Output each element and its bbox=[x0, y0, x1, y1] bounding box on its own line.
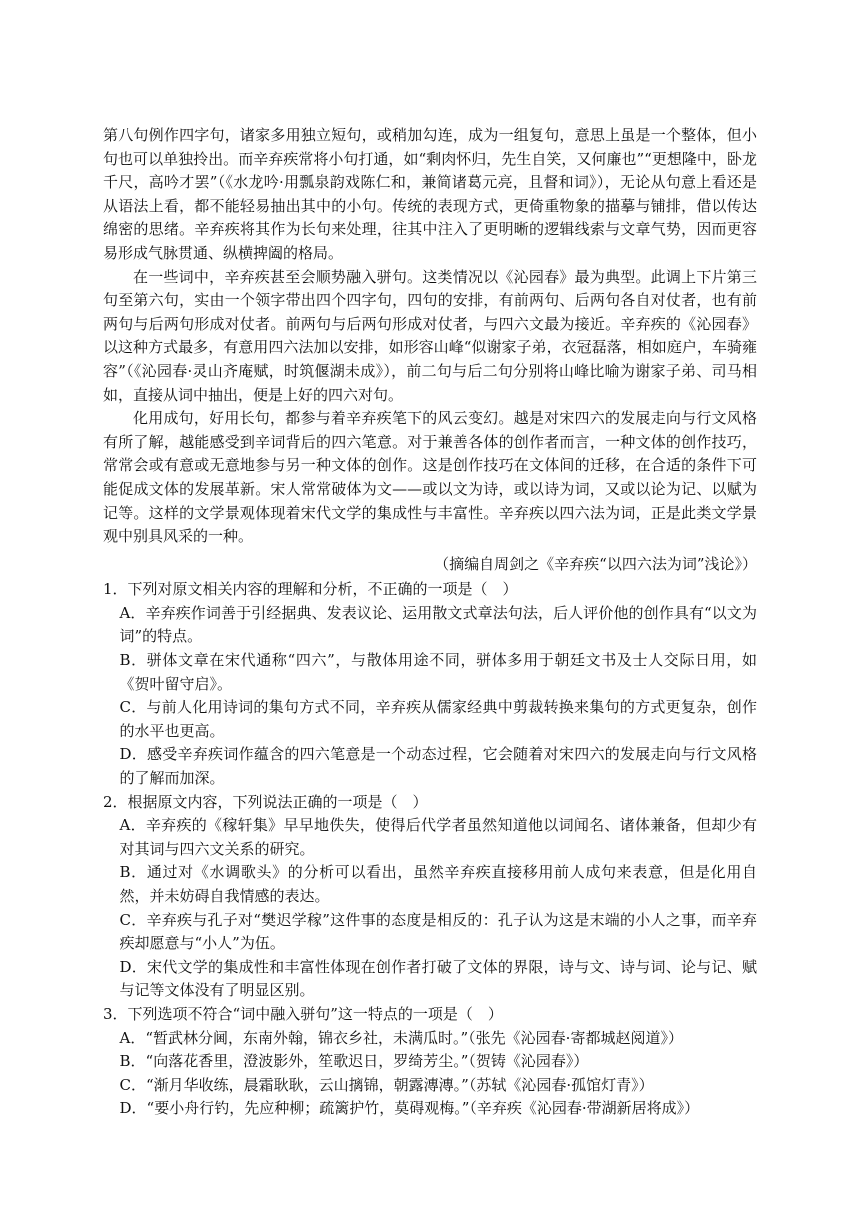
passage-source: （摘编自周剑之《辛弃疾“以四六法为词”浅论》） bbox=[434, 554, 757, 573]
question-stem: 1．下列对原文相关内容的理解和分析，不正确的一项是（ ） bbox=[103, 580, 518, 599]
option-d: D．宋代文学的集成性和丰富性体现在创作者打破了文体的界限，诗与文、诗与词、论与记、赋与记等文体没有了明显区别。 bbox=[119, 957, 757, 1000]
option-c: C．辛弃疾与孔子对“樊迟学稼”这件事的态度是相反的：孔子认为这是末端的小人之事，而辛弃疾却愿意与“小人”为伍。 bbox=[119, 910, 757, 953]
passage-paragraph: 第八句例作四字句，诸家多用独立短句，或稍加勾连，成为一组复句，意思上虽是一个整体，但小句也可以单独拎出。而辛弃疾常将小句打通，如“剩肉怀归，先生自笑，又何廉也”“更想隆中，卧龙千尺，高吟才罢”（《水龙吟·用瓢泉韵戏陈仁和，兼简诸葛元亮，且督和词》），无论从句意上看还是从语法上看，都不能轻易抽出其中的小句。传统的表现方式，更倚重物象的描摹与铺排，借以传达绵密的思绪。辛弃疾将其作为长句来处理，往其中注入了更明晰的逻辑线索与文章气势，因而更容易形成气脉贯通、纵横捭阖的格局。 bbox=[103, 126, 757, 262]
question-3 bbox=[103, 1003, 757, 1121]
question-stem: 3．下列选项不符合“词中融入骈句”这一特点的一项是（ ） bbox=[103, 1004, 503, 1023]
option-d: D．感受辛弃疾词作蕴含的四六笔意是一个动态过程，它会随着对宋四六的发展走向与行文风格的了解而加深。 bbox=[119, 745, 757, 788]
question-2 bbox=[103, 791, 757, 1003]
option-a: A．辛弃疾作词善于引经据典、发表议论、运用散文式章法句法，后人评价他的创作具有“以文为词”的特点。 bbox=[119, 603, 757, 646]
option-a: A．“暂武林分阃，东南外翰，锦衣乡社，未满瓜时。”（张先《沁园春·寄都城赵阅道》） bbox=[119, 1028, 683, 1047]
question-1 bbox=[103, 578, 757, 790]
option-b: B．“向落花香里，澄波影外，笙歌迟日，罗绮芳尘。”（贺铸《沁园春》） bbox=[119, 1052, 589, 1071]
option-a: A．辛弃疾的《稼轩集》早早地佚失，使得后代学者虽然知道他以词闻名、诸体兼备，但却少有对其词与四六文关系的研究。 bbox=[119, 816, 757, 858]
question-stem: 2．根据原文内容，下列说法正确的一项是（ ） bbox=[103, 792, 428, 811]
option-c: C．“渐月华收练，晨霜耿耿，云山摛锦，朝露漙漙。”（苏轼《沁园春·孤馆灯青》） bbox=[119, 1075, 654, 1094]
passage-paragraph: 在一些词中，辛弃疾甚至会顺势融入骈句。这类情况以《沁园春》最为典型。此调上下片第三句至第六句，实由一个领字带出四个四字句，四句的安排，有前两句、后两句各自对仗者，也有前两句与后两句形成对仗者。前两句与后两句形成对仗者，与四六文最为接近。辛弃疾的《沁园春》以这种方式最多，有意用四六法加以安排，如形容山峰“似谢家子弟，衣冠磊落，相如庭户，车骑雍容”（《沁园春·灵山齐庵赋，时筑偃湖未成》），前二句与后二句分别将山峰比喻为谢家子弟、司马相如，直接从词中抽出，便是上好的四六对句。 bbox=[103, 267, 757, 404]
option-b: B．通过对《水调歌头》的分析可以看出，虽然辛弃疾直接移用前人成句来表意，但是化用自然，并未妨碍自我情感的表达。 bbox=[119, 863, 757, 905]
option-c: C．与前人化用诗词的集句方式不同，辛弃疾从儒家经典中剪裁转换来集句的方式更复杂，创作的水平也更高。 bbox=[119, 698, 757, 740]
option-d: D．“要小舟行钓，先应种柳；疏篱护竹，莫碍观梅。”（辛弃疾《沁园春·带湖新居将成》） bbox=[119, 1099, 700, 1118]
option-b: B．骈体文章在宋代通称“四六”，与散体用途不同，骈体多用于朝廷文书及士人交际日用，如《贺叶留守启》。 bbox=[119, 651, 757, 693]
passage-paragraph: 化用成句，好用长句，都参与着辛弃疾笔下的风云变幻。越是对宋四六的发展走向与行文风格有所了解，越能感受到辛词背后的四六笔意。对于兼善各体的创作者而言，一种文体的创作技巧，常常会或有意或无意地参与另一种文体的创作。这是创作技巧在文体间的迁移，在合适的条件下可能促成文体的发展革新。宋人常常破体为文——或以文为诗，或以诗为词，又或以论为记、以赋为记等。这样的文学景观体现着宋代文学的集成性与丰富性。辛弃疾以四六法为词，正是此类文学景观中别具风采的一种。 bbox=[103, 409, 757, 546]
exam-page bbox=[103, 124, 757, 1121]
